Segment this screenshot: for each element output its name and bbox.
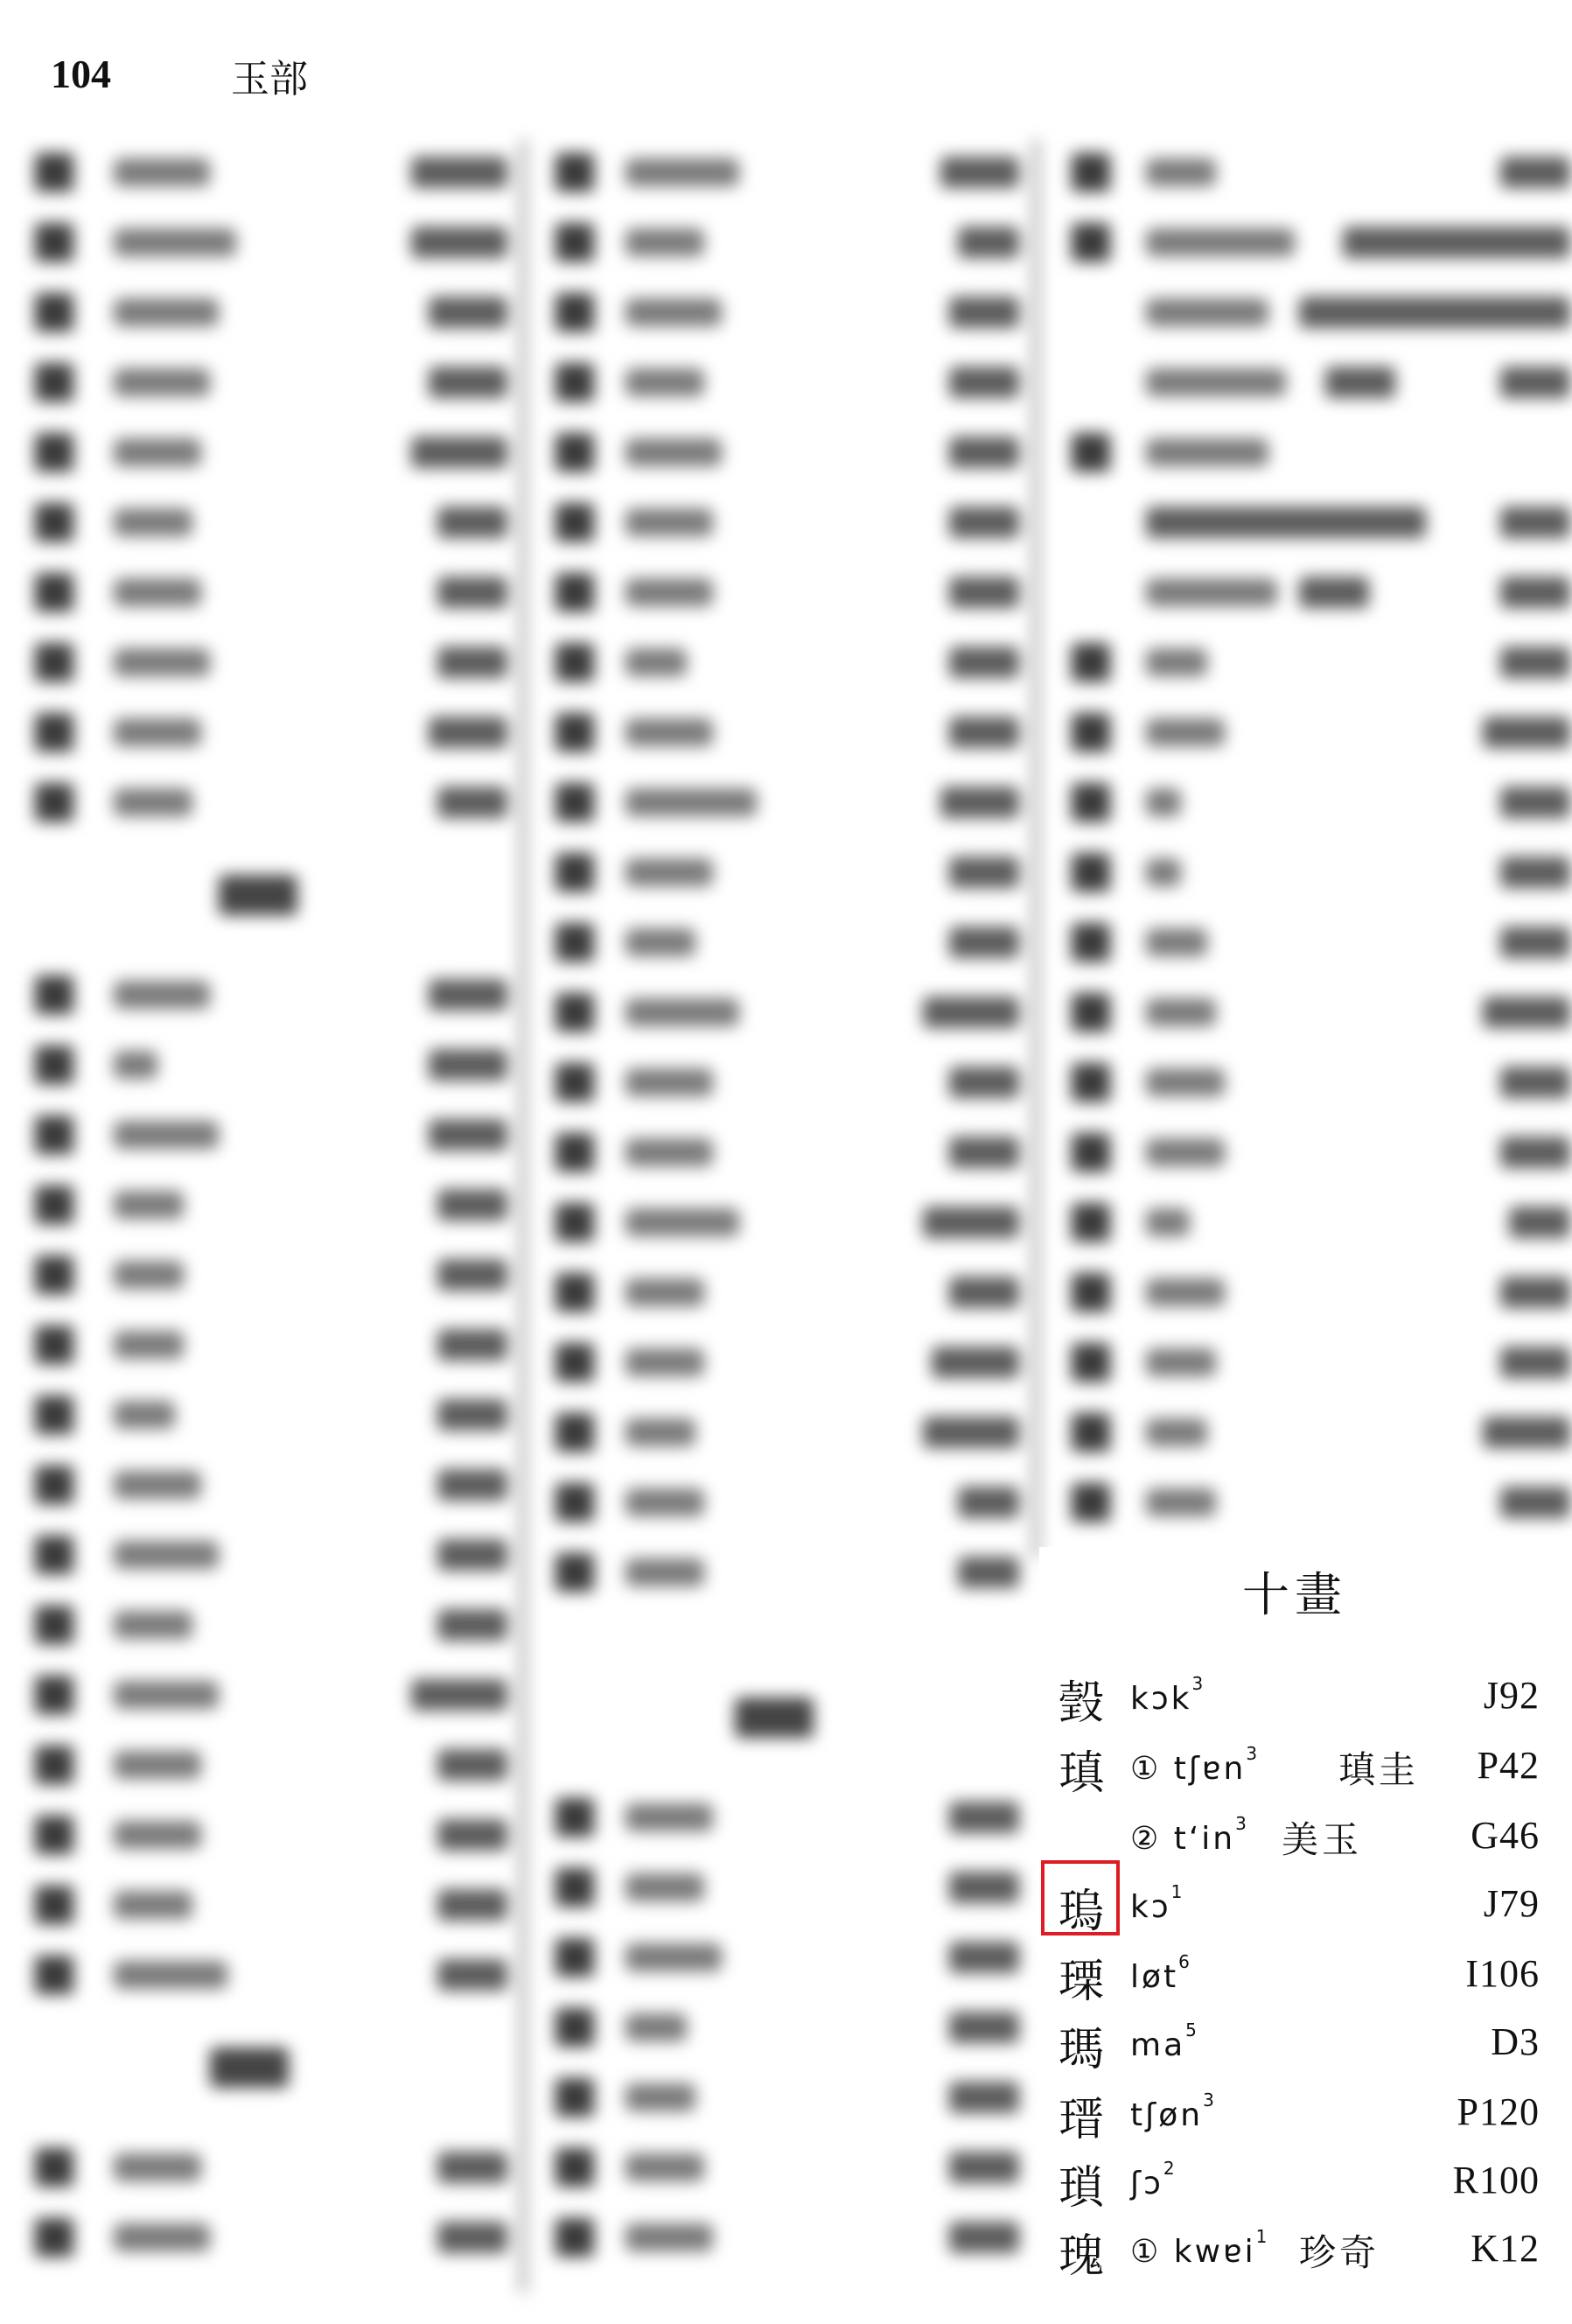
- entry-character: 瑱: [1058, 1747, 1105, 1800]
- entry-pronunciation: kɔ$^1$: [1130, 1881, 1183, 1925]
- entry-code: G46: [1471, 1814, 1540, 1857]
- entry-pronunciation: ʃɔ$^2$: [1130, 2158, 1175, 2202]
- entry-gloss: 珍奇: [1299, 2231, 1380, 2274]
- list-item: [1050, 2079, 1540, 2146]
- entry-pronunciation: ② tʻin$^3$: [1130, 1813, 1247, 1857]
- entry-code: I106: [1465, 1952, 1540, 1995]
- entry-gloss: 美玉: [1282, 1818, 1363, 1861]
- entry-code: R100: [1452, 2159, 1540, 2202]
- entry-code: P42: [1477, 1744, 1540, 1787]
- entry-code: J92: [1483, 1674, 1540, 1717]
- entry-character: 瑰: [1058, 2230, 1105, 2283]
- entry-gloss: 瑱圭: [1338, 1748, 1420, 1791]
- entry-character: 瑨: [1058, 2094, 1105, 2146]
- entry-code: J79: [1483, 1882, 1540, 1925]
- list-item: [1050, 1871, 1540, 1937]
- section-title: 玉部: [231, 57, 308, 102]
- entry-character: 瑴: [1058, 1677, 1105, 1730]
- entry-character: 瑮: [1058, 1956, 1105, 2008]
- list-item: [1050, 1941, 1540, 2007]
- page-number: 104: [51, 52, 111, 96]
- entry-pronunciation: ① tʃɐn$^3$: [1130, 1743, 1258, 1787]
- highlight-box: [1041, 1860, 1120, 1936]
- list-item: [1050, 2147, 1540, 2214]
- entry-character: 瑦: [1058, 1886, 1105, 1938]
- list-item: [1050, 1732, 1540, 1799]
- entry-pronunciation: tʃøn$^3$: [1130, 2090, 1214, 2133]
- entry-code: K12: [1471, 2227, 1540, 2270]
- list-item: [1050, 1662, 1540, 1729]
- entry-character: 瑣: [1058, 2162, 1105, 2215]
- entry-pronunciation: $ma^5$: [1130, 2020, 1197, 2063]
- list-item: [1050, 2009, 1540, 2076]
- entry-pronunciation: løt$^6$: [1130, 1951, 1190, 1995]
- entry-character: 瑪: [1058, 2024, 1105, 2076]
- entry-code: P120: [1457, 2090, 1540, 2133]
- entry-code: D3: [1491, 2020, 1540, 2063]
- stroke-count-heading: 十畫: [1242, 1567, 1347, 1622]
- entry-pronunciation: ① kwɐi$^1$: [1130, 2226, 1268, 2270]
- entry-pronunciation: kɔk$^3$: [1130, 1673, 1204, 1717]
- list-item: [1050, 1802, 1540, 1869]
- list-item: [1050, 2216, 1540, 2282]
